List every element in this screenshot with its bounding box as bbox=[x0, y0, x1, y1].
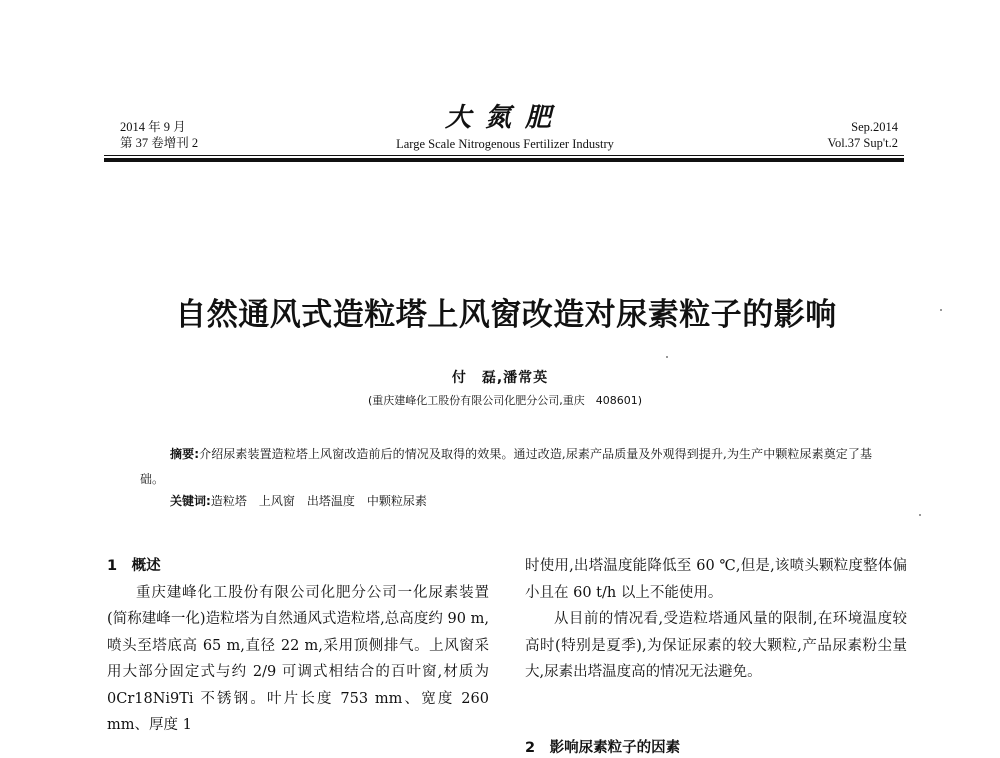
right-paragraph-1: 时使用,出塔温度能降低至 60 ℃,但是,该喷头颗粒度整体偏小且在 60 t/h 以上不能使用。 bbox=[525, 558, 907, 601]
scan-dot bbox=[940, 309, 942, 311]
header-right bbox=[828, 119, 898, 151]
body-right-column bbox=[525, 553, 907, 686]
scan-dot bbox=[919, 514, 921, 516]
affiliation: (重庆建峰化工股份有限公司化肥分公司,重庆 408601) bbox=[367, 394, 643, 407]
scan-dot bbox=[666, 356, 668, 358]
abstract bbox=[140, 442, 872, 492]
authors: 付 磊,潘常英 bbox=[451, 370, 549, 386]
journal-masthead bbox=[340, 104, 670, 152]
keywords-label: 关键词: bbox=[170, 494, 211, 508]
issue-date-en: Sep.2014 bbox=[851, 120, 898, 134]
journal-name-en: Large Scale Nitrogenous Fertilizer Industry bbox=[396, 137, 614, 151]
paper-title: 自然通风式造粒塔上风窗改造对尿素粒子的影响 bbox=[175, 297, 837, 333]
body-left-column bbox=[107, 553, 489, 739]
journal-logo: 大氮肥 bbox=[444, 103, 565, 133]
header-left bbox=[120, 119, 198, 151]
abstract-label: 摘要: bbox=[170, 447, 199, 461]
section-2-heading: 2 影响尿素粒子的因素 bbox=[525, 740, 681, 756]
keywords-text: 造粒塔 上风窗 出塔温度 中颗粒尿素 bbox=[210, 494, 427, 508]
volume-cn: 第 37 卷增刊 2 bbox=[120, 136, 199, 150]
volume-en: Vol.37 Sup't.2 bbox=[827, 136, 898, 150]
right-paragraph-2: 从目前的情况看,受造粒塔通风量的限制,在环境温度较高时(特别是夏季),为保证尿素的较大颗粒,产品尿素粉尘量大,尿素出塔温度高的情况无法避免。 bbox=[525, 611, 907, 680]
header-rule-thin bbox=[104, 155, 904, 156]
issue-date-cn: 2014 年 9 月 bbox=[120, 120, 186, 134]
abstract-text: 介绍尿素装置造粒塔上风窗改造前后的情况及取得的效果。通过改造,尿素产品质量及外观得到提升,为生产中颗粒尿素奠定了基础。 bbox=[140, 447, 872, 486]
section-1-heading: 1 概述 bbox=[107, 558, 161, 574]
header-rule-thick bbox=[104, 158, 904, 162]
keywords bbox=[170, 491, 427, 511]
section-1-paragraph: 重庆建峰化工股份有限公司化肥分公司一化尿素装置(简称建峰一化)造粒塔为自然通风式造粒塔,总高度约 90 m,喷头至塔底高 65 m,直径 22 m,采用顶侧排气。上风窗采用大部分固定式与约 2/9 可调式相结合的百叶窗,材质为 0Cr18Ni9Ti 不锈钢。叶片长度 753 mm、宽度 260 mm、厚度 1 bbox=[107, 584, 489, 733]
